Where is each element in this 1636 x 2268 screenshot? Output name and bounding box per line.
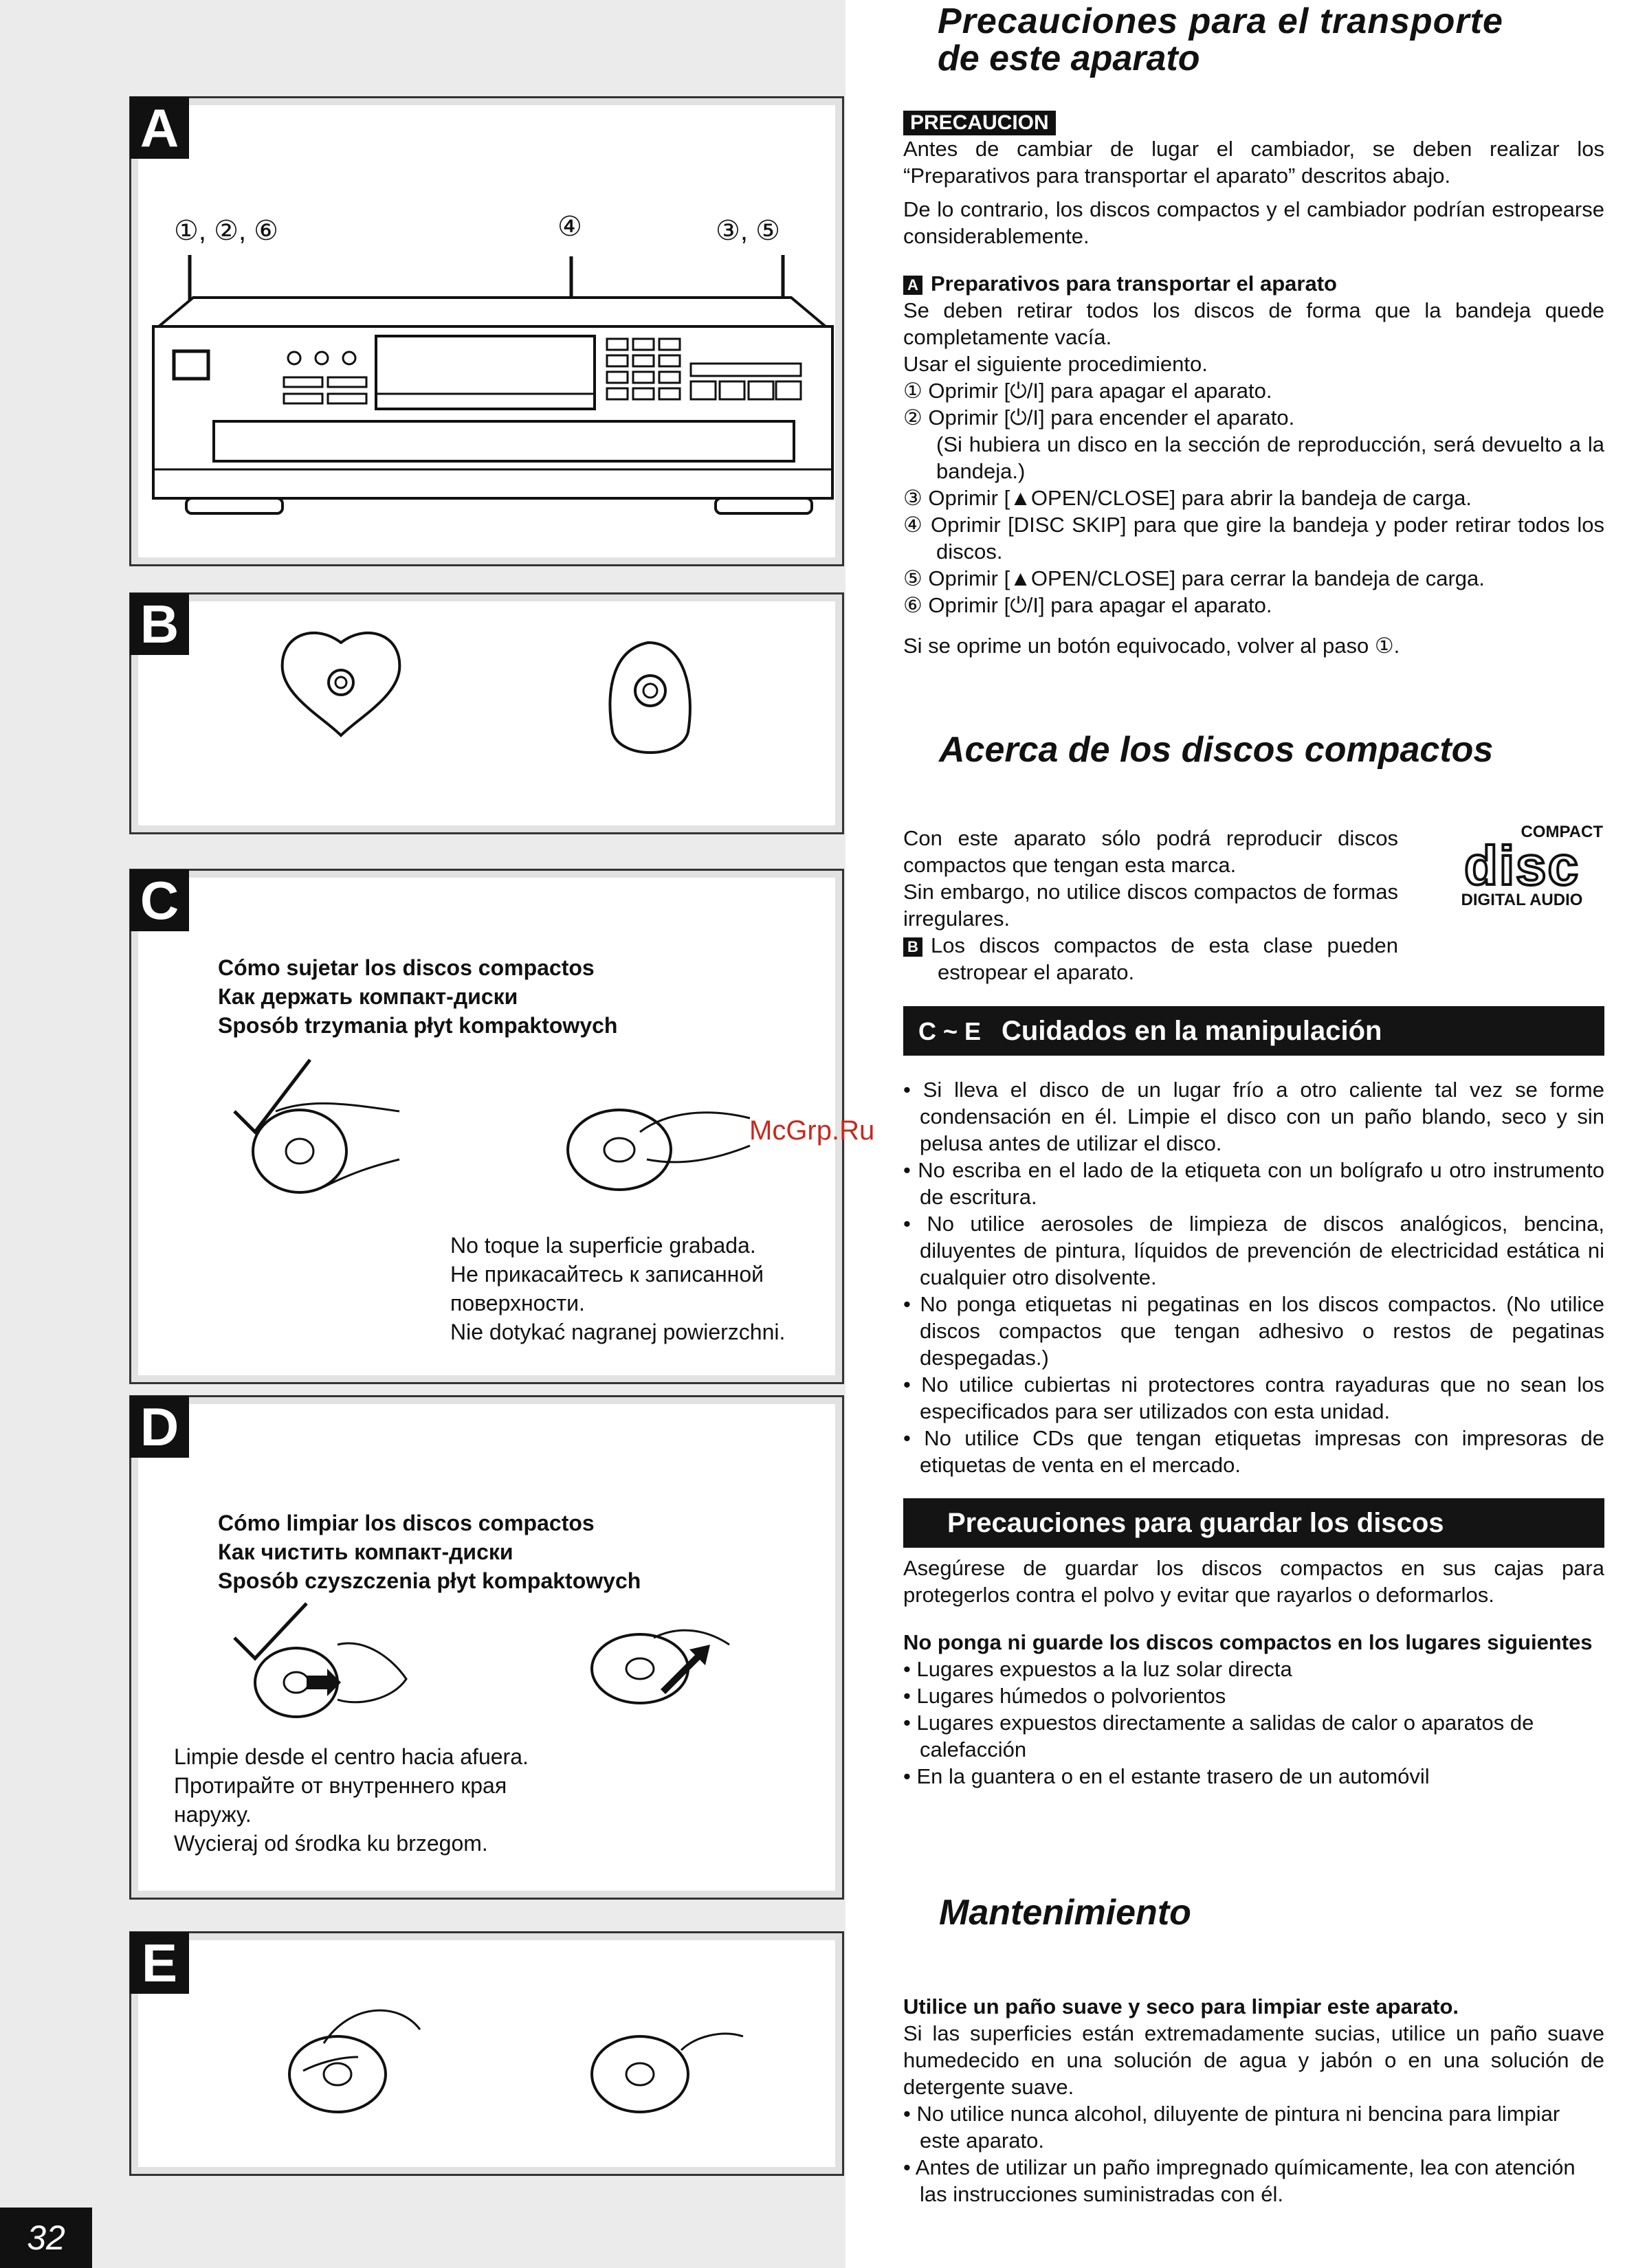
logo-top: COMPACT xyxy=(1521,823,1603,841)
callout-right: ③, ⑤ xyxy=(716,216,780,246)
panel-d-note-pl: Wycieraj od środka ku brzegom. xyxy=(174,1831,488,1856)
step-1: ① Oprimir [⏻/I] para apagar el aparato. xyxy=(903,379,1272,403)
compact-disc-logo xyxy=(1441,823,1603,920)
panel-d-heading-es: Cómo limpiar los discos compactos xyxy=(218,1511,595,1535)
callout-left: ①, ②, ⑥ xyxy=(174,216,279,246)
step-2-note: (Si hubiera un disco en la sección de reproducción, será devuelto a la bandeja.) xyxy=(936,432,1604,483)
watermark: McGrp.Ru xyxy=(749,1115,875,1146)
prep-heading: Preparativos para transportar el aparato xyxy=(931,271,1337,296)
maint-heading: Utilice un paño suave y seco para limpiar este aparato. xyxy=(903,1994,1459,2019)
caution-section xyxy=(903,109,1604,659)
title-about-discs: Acerca de los discos compactos xyxy=(939,730,1494,770)
panel-b-label: B xyxy=(130,593,189,655)
panel-d-heading-ru: Как чистить компакт-диски xyxy=(218,1539,513,1564)
prep-tag: A xyxy=(903,276,922,295)
panel-c-note-ru2: поверхности. xyxy=(450,1291,585,1315)
irregular-discs-illustration xyxy=(131,594,842,832)
maint-item-2: • Antes de utilizar un paño impregnado químicamente, lea con atención las instrucciones suministradas con él. xyxy=(903,2155,1576,2206)
care-item-5: • No utilice cubiertas ni protectores contra rayaduras que no sean los especificados para ser utilizados con esta unidad. xyxy=(903,1372,1604,1423)
storage-section xyxy=(903,1555,1604,1790)
panel-e-label: E xyxy=(130,1932,189,1994)
panel-c-note xyxy=(450,1231,785,1346)
panel-d-note-ru2: наружу. xyxy=(174,1802,252,1827)
step-5: ⑤ Oprimir [▲OPEN/CLOSE] para cerrar la bandeja de carga. xyxy=(903,566,1485,590)
panel-d-heading-pl: Sposób czyszczenia płyt kompaktowych xyxy=(218,1568,641,1593)
care-item-6: • No utilice CDs que tengan etiquetas impresas con impresoras de etiquetas de venta en el mercado. xyxy=(903,1426,1604,1477)
step-3: ③ Oprimir [▲OPEN/CLOSE] para abrir la bandeja de carga. xyxy=(903,486,1472,510)
page-number: 32 xyxy=(0,2208,92,2268)
panel-d-note xyxy=(174,1742,529,1858)
title-transport xyxy=(938,3,1598,77)
maint-p1: Si las superficies están extremadamente sucias, utilice un paño suave humedecido en una solución de agua y jabón o en una solución de detergente suave. xyxy=(903,2021,1604,2099)
wrong-button-note: Si se oprime un botón equivocado, volver al paso ①. xyxy=(903,634,1400,658)
about-p3-line xyxy=(903,932,1398,986)
store-item-2: • Lugares húmedos o polvorientos xyxy=(903,1684,1226,1708)
bar-handling xyxy=(903,1006,1604,1056)
panel-a xyxy=(129,96,844,566)
care-item-3: • No utilice aerosoles de limpieza de discos analógicos, bencina, diluyentes de pintura, líquidos de prevención de electricidad estática ni cualquier otro disolvente. xyxy=(903,1212,1604,1289)
caution-p1: Antes de cambiar de lugar el cambiador, se deben realizar los “Preparativos para transportar el aparato” descritos abajo. xyxy=(903,137,1604,188)
panel-c-heading-es: Cómo sujetar los discos compactos xyxy=(218,955,595,980)
panel-c-heading-ru: Как держать компакт-диски xyxy=(218,984,518,1009)
caution-label: PRECAUCION xyxy=(903,111,1056,135)
store-item-3: • Lugares expuestos directamente a salidas de calor o aparatos de calefacción xyxy=(903,1711,1534,1761)
prep-p1: Se deben retirar todos los discos de forma que la bandeja quede completamente vacía. xyxy=(903,298,1604,349)
maint-item-1: • No utilice nunca alcohol, diluyente de pintura ni bencina para limpiar este aparato. xyxy=(903,2102,1560,2153)
store-item-1: • Lugares expuestos a la luz solar directa xyxy=(903,1657,1292,1681)
panel-c-note-es: No toque la superficie grabada. xyxy=(450,1233,756,1258)
step-6: ⑥ Oprimir [⏻/I] para apagar el aparato. xyxy=(903,593,1272,617)
panel-c xyxy=(129,869,844,1384)
callout-mid: ④ xyxy=(557,212,582,242)
title-transport-line1: Precauciones para el transporte xyxy=(938,1,1503,41)
panel-d-label: D xyxy=(130,1396,189,1458)
panel-b xyxy=(129,592,844,834)
bar-handling-tag: C ~ E xyxy=(918,1017,982,1045)
care-item-4: • No ponga etiquetas ni pegatinas en los discos compactos. (No utilice discos compactos que tengan adhesivo o restos de pegatinas despegadas.) xyxy=(903,1292,1604,1370)
about-section xyxy=(903,825,1398,986)
panel-d-note-ru1: Протирайте от внутреннего края xyxy=(174,1773,507,1798)
steps-list xyxy=(903,377,1604,619)
logo-bottom: DIGITAL AUDIO xyxy=(1461,891,1583,909)
panel-d xyxy=(129,1395,844,1900)
prep-heading-line xyxy=(903,270,1604,297)
logo-mid: disc xyxy=(1463,835,1580,896)
title-transport-line2: de este aparato xyxy=(938,38,1200,78)
placing-disc-illustration xyxy=(131,1933,842,2174)
panel-c-heading-pl: Sposób trzymania płyt kompaktowych xyxy=(218,1013,618,1038)
about-p2: Sin embargo, no utilice discos compactos de formas irregulares. xyxy=(903,880,1398,931)
panel-d-note-es: Limpie desde el centro hacia afuera. xyxy=(174,1744,529,1769)
title-maintenance: Mantenimiento xyxy=(939,1893,1191,1933)
bar-storage xyxy=(903,1498,1604,1548)
caution-p2: De lo contrario, los discos compactos y el cambiador podrían estropearse considerablemente. xyxy=(903,197,1604,248)
panel-c-note-ru1: Не прикасайтесь к записанной xyxy=(450,1262,764,1287)
store-p1: Asegúrese de guardar los discos compactos en sus cajas para protegerlos contra el polvo y evitar que rayarlos o deformarlos. xyxy=(903,1556,1604,1607)
care-list xyxy=(903,1076,1604,1478)
panel-c-label: C xyxy=(130,869,189,931)
about-p1: Con este aparato sólo podrá reproducir discos compactos que tengan esta marca. xyxy=(903,826,1398,877)
bar-handling-title: Cuidados en la manipulación xyxy=(1002,1016,1382,1046)
store-heading: No ponga ni guarde los discos compactos en los lugares siguientes xyxy=(903,1630,1593,1654)
step-2: ② Oprimir [⏻/I] para encender el aparato. xyxy=(903,405,1295,430)
maintenance-section xyxy=(903,1993,1604,2208)
cd-changer-illustration xyxy=(131,98,842,564)
prep-p2: Usar el siguiente procedimiento. xyxy=(903,352,1208,376)
about-p3: Los discos compactos de esta clase pueden estropear el aparato. xyxy=(931,933,1398,984)
panel-e xyxy=(129,1931,844,2176)
panel-c-note-pl: Nie dotykać nagranej powierzchni. xyxy=(450,1320,786,1344)
step-4: ④ Oprimir [DISC SKIP] para que gire la bandeja y poder retirar todos los discos. xyxy=(903,513,1604,564)
care-item-2: • No escriba en el lado de la etiqueta con un bolígrafo u otro instrumento de escritura. xyxy=(903,1158,1604,1209)
about-tag: B xyxy=(903,937,922,957)
store-item-4: • En la guantera o en el estante trasero de un automóvil xyxy=(903,1764,1430,1788)
panel-a-label: A xyxy=(130,97,189,159)
bar-storage-title: Precauciones para guardar los discos xyxy=(947,1508,1444,1538)
care-item-1: • Si lleva el disco de un lugar frío a otro caliente tal vez se forme condensación en él. Limpie el disco con un paño blando, seco y sin pelusa antes de utilizar el disco. xyxy=(903,1078,1604,1155)
